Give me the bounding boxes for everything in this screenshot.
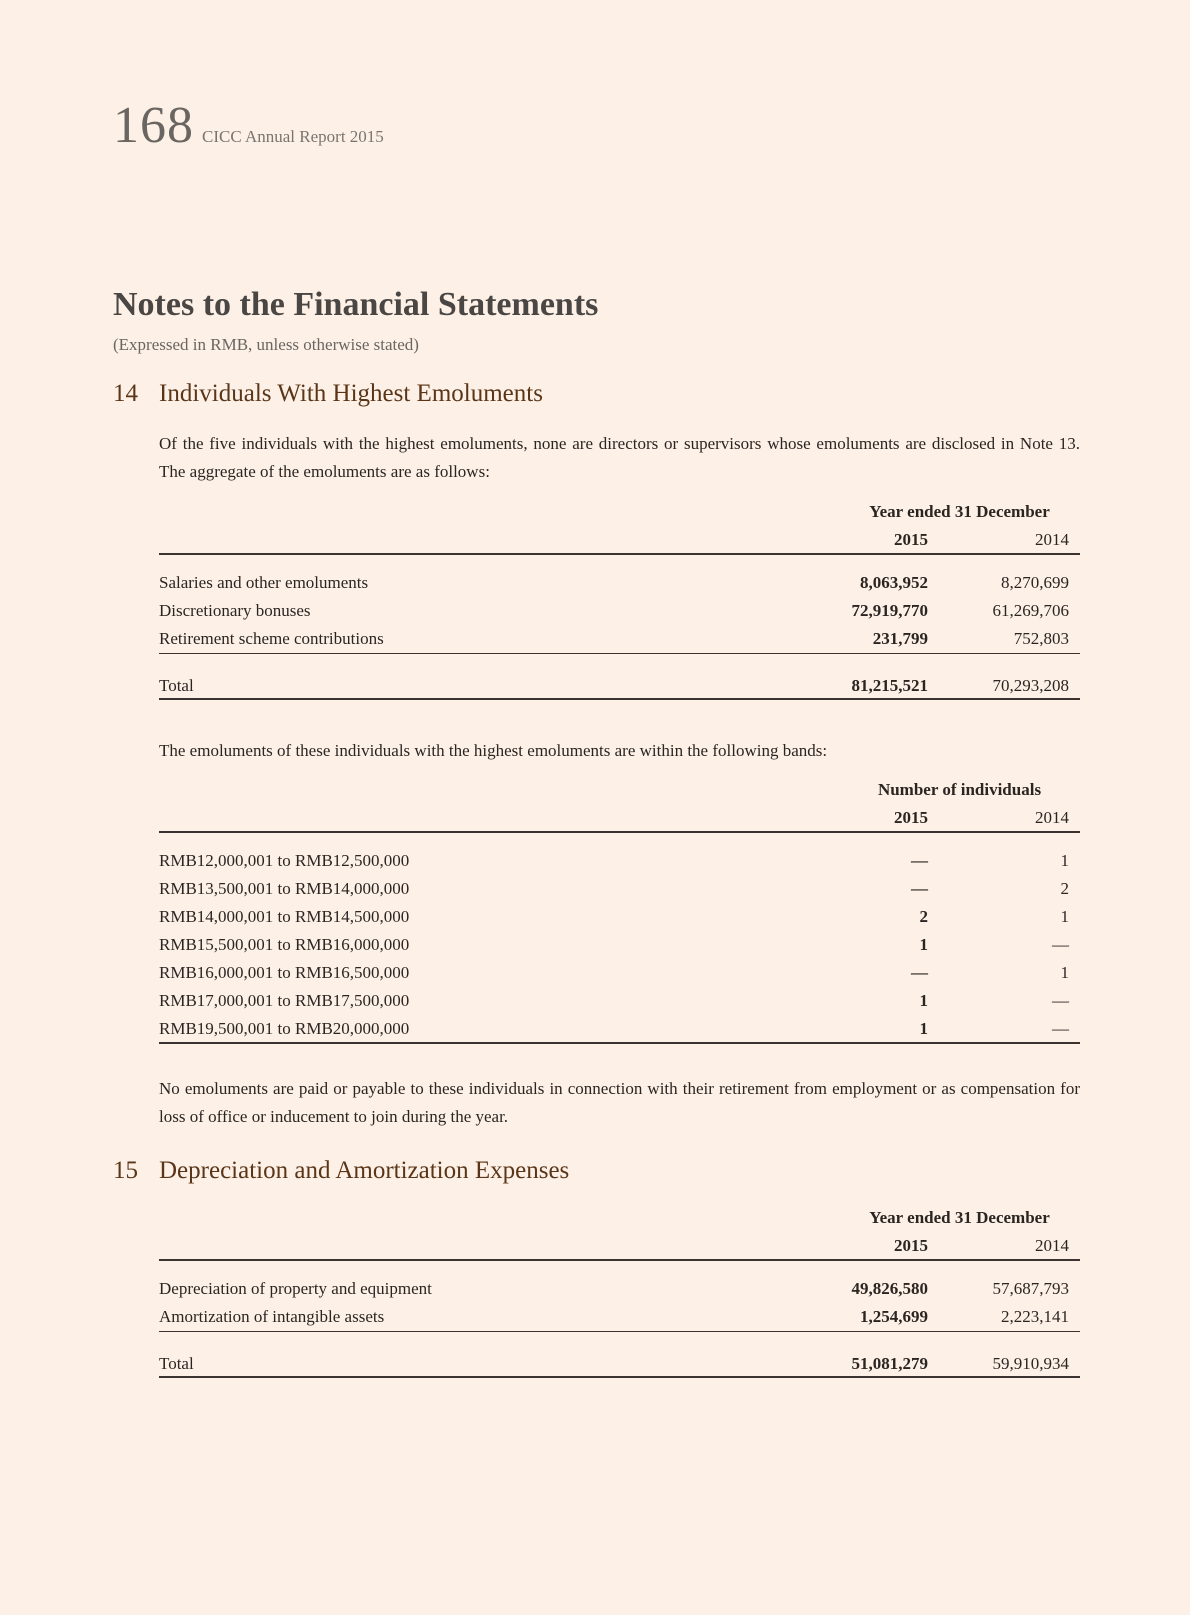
page-header	[113, 96, 384, 155]
value-2015: 72,919,770	[851, 601, 928, 620]
band-label: RMB16,000,001 to RMB16,500,000	[159, 963, 410, 982]
document-subtitle: (Expressed in RMB, unless otherwise stated)	[113, 335, 419, 354]
table-header-row	[159, 804, 1080, 832]
page-number: 168	[113, 97, 194, 154]
count-2015: —	[911, 879, 928, 898]
section-14-heading	[113, 380, 543, 408]
value-2014: 57,687,793	[992, 1279, 1069, 1298]
table-row	[159, 875, 1080, 903]
table-row	[159, 931, 1080, 959]
table-row	[159, 987, 1080, 1015]
total-2015: 51,081,279	[851, 1354, 928, 1373]
table-row	[159, 903, 1080, 931]
row-label: Retirement scheme contributions	[159, 629, 384, 648]
group-header: Year ended 31 December	[869, 502, 1050, 521]
table-row	[159, 959, 1080, 987]
total-2014: 70,293,208	[992, 676, 1069, 695]
row-label: Depreciation of property and equipment	[159, 1279, 432, 1298]
section-number: 15	[113, 1157, 138, 1184]
column-header-2014: 2014	[1035, 530, 1069, 549]
count-2015: —	[911, 851, 928, 870]
count-2014: 1	[1060, 851, 1069, 870]
section-title: Individuals With Highest Emoluments	[159, 380, 543, 407]
count-2014: 1	[1060, 907, 1069, 926]
table-row	[159, 597, 1080, 625]
count-2015: 1	[919, 991, 928, 1010]
value-2015: 8,063,952	[860, 573, 928, 592]
table-row	[159, 1015, 1080, 1043]
total-2014: 59,910,934	[992, 1354, 1069, 1373]
document-title: Notes to the Financial Statements	[113, 286, 599, 323]
table-group-header-row	[159, 1204, 1080, 1232]
column-header-2015: 2015	[894, 808, 928, 827]
row-label: Discretionary bonuses	[159, 601, 311, 620]
band-label: RMB14,000,001 to RMB14,500,000	[159, 907, 410, 926]
band-label: RMB12,000,001 to RMB12,500,000	[159, 851, 410, 870]
total-row	[159, 1350, 1080, 1378]
group-header: Number of individuals	[877, 780, 1042, 799]
table-row	[159, 847, 1080, 875]
count-2015: 1	[919, 1019, 928, 1038]
column-header-2014: 2014	[1035, 1236, 1069, 1255]
total-label: Total	[159, 1354, 194, 1373]
table-group-header-row	[159, 498, 1080, 526]
section-15-heading	[113, 1157, 569, 1185]
value-2014: 61,269,706	[992, 601, 1069, 620]
value-2015: 49,826,580	[851, 1279, 928, 1298]
value-2014: 752,803	[1013, 629, 1069, 648]
section-number: 14	[113, 380, 138, 407]
depreciation-table	[159, 1204, 1080, 1378]
count-2014: —	[1052, 935, 1069, 954]
row-label: Amortization of intangible assets	[159, 1307, 385, 1326]
report-title: CICC Annual Report 2015	[202, 127, 384, 146]
table-row	[159, 569, 1080, 597]
table-row	[159, 1303, 1080, 1331]
bands-intro: The emoluments of these individuals with the highest emoluments are within the following bands:	[159, 741, 828, 760]
section-14-closing: No emoluments are paid or payable to these individuals in connection with their retirement from employment or as compensation for loss of office or inducement to join during the year.	[159, 1079, 1080, 1126]
value-2015: 231,799	[872, 629, 928, 648]
section-title: Depreciation and Amortization Expenses	[159, 1157, 570, 1184]
total-row	[159, 672, 1080, 700]
band-label: RMB15,500,001 to RMB16,000,000	[159, 935, 410, 954]
value-2014: 2,223,141	[1001, 1307, 1069, 1326]
group-header: Year ended 31 December	[869, 1208, 1050, 1227]
table-group-header-row	[159, 776, 1080, 804]
count-2015: 2	[919, 907, 928, 926]
row-label: Salaries and other emoluments	[159, 573, 369, 592]
emoluments-table	[159, 498, 1080, 700]
count-2015: —	[911, 963, 928, 982]
column-header-2014: 2014	[1035, 808, 1069, 827]
table-header-row	[159, 1232, 1080, 1260]
count-2015: 1	[919, 935, 928, 954]
count-2014: —	[1052, 991, 1069, 1010]
column-header-2015: 2015	[894, 530, 928, 549]
band-label: RMB19,500,001 to RMB20,000,000	[159, 1019, 410, 1038]
table-header-row	[159, 526, 1080, 554]
bands-table	[159, 776, 1080, 1044]
value-2014: 8,270,699	[1001, 573, 1069, 592]
value-2015: 1,254,699	[860, 1307, 928, 1326]
band-label: RMB13,500,001 to RMB14,000,000	[159, 879, 410, 898]
table-row	[159, 625, 1080, 653]
table-row	[159, 1275, 1080, 1303]
section-14-intro: Of the five individuals with the highest emoluments, none are directors or supervisors whose emoluments are disclosed in Note 13. The aggregate of the emoluments are as follows:	[159, 434, 1080, 481]
band-label: RMB17,000,001 to RMB17,500,000	[159, 991, 410, 1010]
count-2014: 2	[1060, 879, 1069, 898]
column-header-2015: 2015	[894, 1236, 928, 1255]
count-2014: 1	[1060, 963, 1069, 982]
total-label: Total	[159, 676, 194, 695]
count-2014: —	[1052, 1019, 1069, 1038]
total-2015: 81,215,521	[851, 676, 928, 695]
